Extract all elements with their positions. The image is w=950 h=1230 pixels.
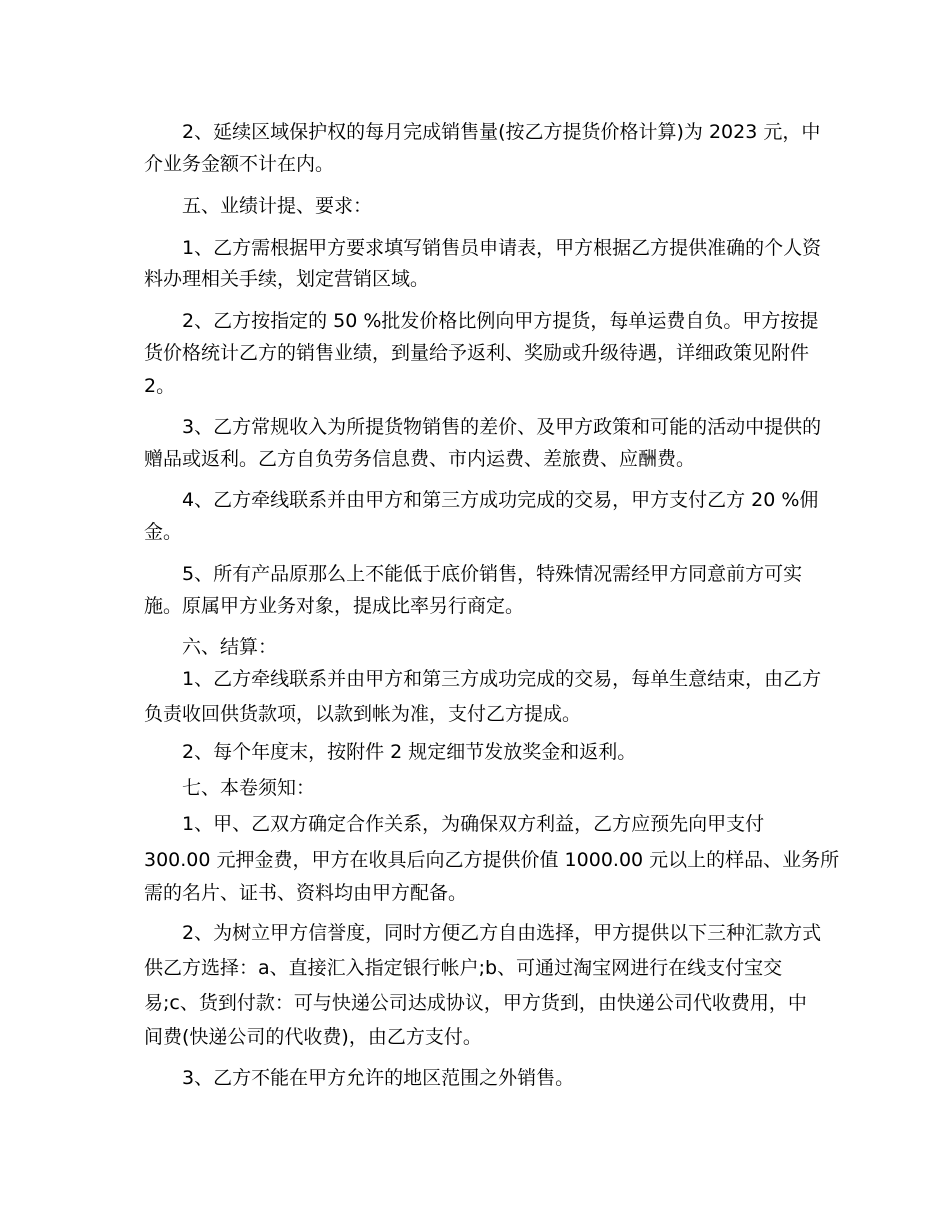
paragraph-line: 2、为树立甲方信誉度，同时方便乙方自由选择，甲方提供以下三种汇款方式: [182, 922, 822, 944]
paragraph-line: 2、每个年度末，按附件 2 规定细节发放奖金和返利。: [182, 741, 637, 763]
paragraph-line: 1、甲、乙双方确定合作关系，为确保双方利益，乙方应预先向甲支付: [182, 813, 765, 835]
paragraph-line: 施。原属甲方业务对象，提成比率另行商定。: [144, 595, 525, 617]
paragraph-line: 2、乙方按指定的 50 %批发价格比例向甲方提货，每单运费自负。甲方按提: [182, 310, 819, 332]
paragraph-line: 3、乙方不能在甲方允许的地区范围之外销售。: [182, 1067, 575, 1089]
paragraph-line: 赠品或返利。乙方自负劳务信息费、市内运费、差旅费、应酬费。: [144, 448, 696, 470]
paragraph-line: 供乙方选择：a、直接汇入指定银行帐户;b、可通过淘宝网进行在线支付宝交: [144, 957, 783, 979]
paragraph-line: 货价格统计乙方的销售业绩，到量给予返利、奖励或升级待遇，详细政策见附件: [144, 342, 810, 364]
paragraph-line: 易;c、货到付款：可与快递公司达成协议，甲方货到，由快递公司代收费用，中: [144, 992, 807, 1014]
paragraph-line: 2。: [144, 375, 176, 397]
paragraph-line: 间费(快递公司的代收费)，由乙方支付。: [144, 1026, 482, 1048]
paragraph-line: 5、所有产品原那么上不能低于底价销售，特殊情况需经甲方同意前方可实: [182, 563, 803, 585]
paragraph-line: 金。: [144, 521, 183, 543]
paragraph-line: 3、乙方常规收入为所提货物销售的差价、及甲方政策和可能的活动中提供的: [182, 416, 822, 438]
paragraph-line: 2、延续区域保护权的每月完成销售量(按乙方提货价格计算)为 2023 元，中: [182, 121, 821, 143]
section-heading: 五、业绩计提、要求：: [182, 195, 373, 217]
paragraph-line: 300.00 元押金费，甲方在收具后向乙方提供价值 1000.00 元以上的样品、业务所: [144, 849, 840, 871]
paragraph-line: 4、乙方牵线联系并由甲方和第三方成功完成的交易，甲方支付乙方 20 %佣: [182, 489, 819, 511]
paragraph-line: 负责收回供货款项，以款到帐为准，支付乙方提成。: [144, 703, 582, 725]
paragraph-line: 1、乙方牵线联系并由甲方和第三方成功完成的交易，每单生意结束，由乙方: [182, 668, 822, 690]
paragraph-line: 介业务金额不计在内。: [144, 153, 335, 175]
section-heading: 六、结算：: [182, 636, 278, 658]
paragraph-line: 1、乙方需根据甲方要求填写销售员申请表，甲方根据乙方提供准确的个人资: [182, 237, 822, 259]
paragraph-line: 料办理相关手续，划定营销区域。: [144, 268, 430, 290]
section-heading: 七、本卷须知：: [182, 777, 316, 799]
paragraph-line: 需的名片、证书、资料均由甲方配备。: [144, 882, 468, 904]
